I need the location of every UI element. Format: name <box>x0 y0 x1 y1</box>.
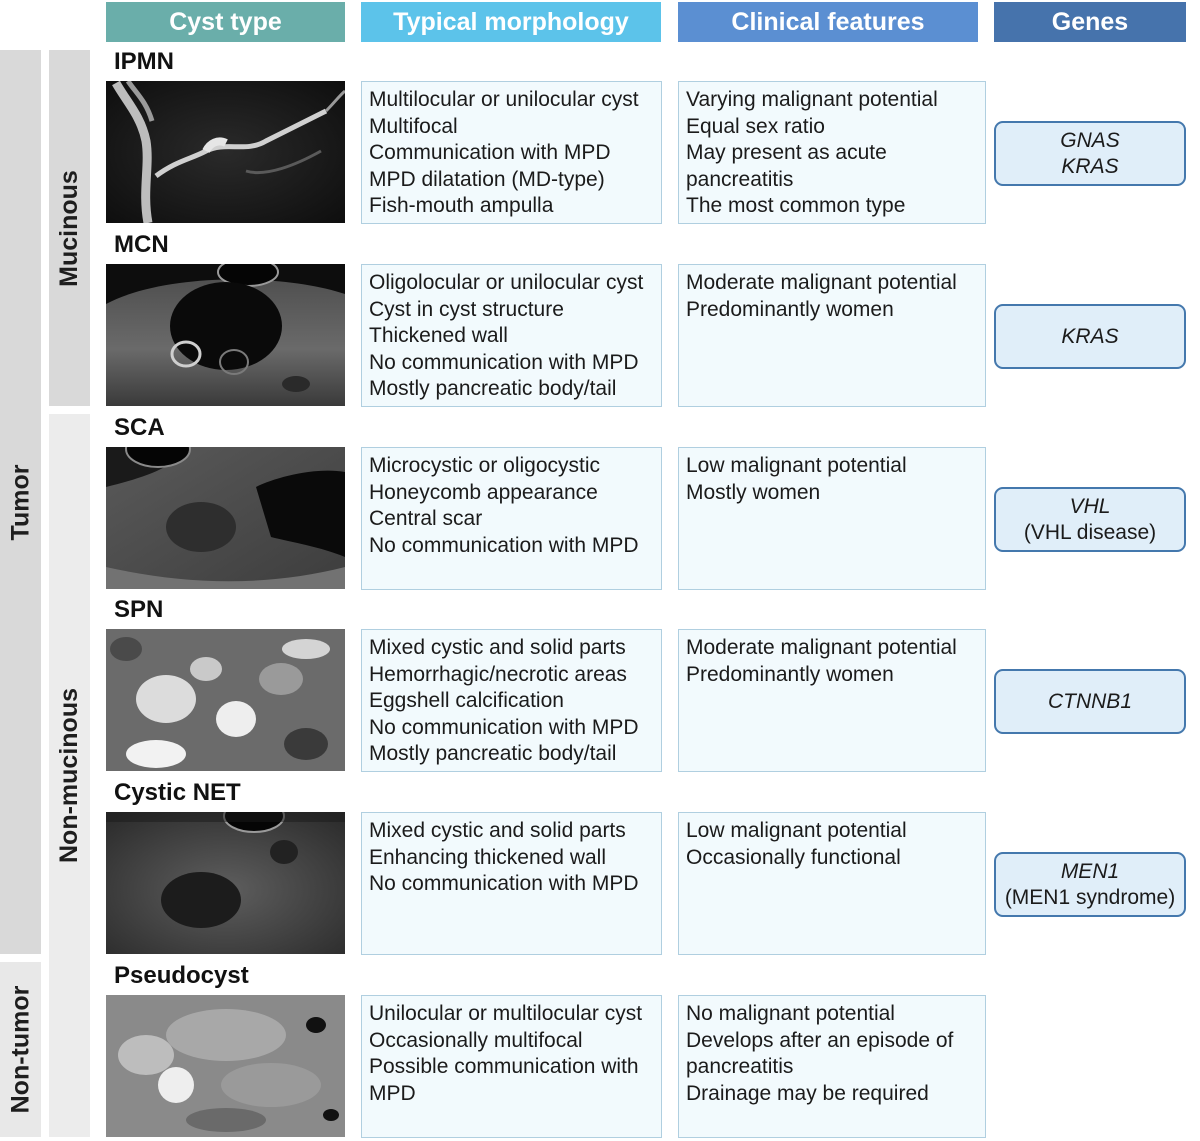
group-mucinous <box>49 50 90 406</box>
clinical-line: Occasionally functional <box>686 845 901 869</box>
clinical-line: Develops after an episode of <box>686 1028 954 1052</box>
morphology-line: Occasionally multifocal <box>369 1028 583 1052</box>
morphology-line: Communication with MPD <box>369 141 611 164</box>
ipmn-clinical-box <box>678 81 986 224</box>
morphology-line: Thickened wall <box>369 324 508 347</box>
morphology-line: No communication with MPD <box>369 872 639 895</box>
row-title-ipmn: IPMN <box>114 48 174 75</box>
morphology-line: Unilocular or multilocular cyst <box>369 1002 643 1025</box>
group-mucinous-label: Mucinous <box>55 169 84 287</box>
group-non-tumor-label: Non-tumor <box>6 985 34 1114</box>
row-title-cystic-net: Cystic NET <box>114 779 241 806</box>
morphology-line: Cyst in cyst structure <box>369 297 564 321</box>
morphology-line: Oligolocular or unilocular cyst <box>369 271 644 294</box>
gene-name: VHL <box>1069 494 1111 518</box>
morphology-line: Central scar <box>369 507 483 530</box>
group-tumor-label: Tumor <box>6 464 35 540</box>
clinical-line: Drainage may be required <box>686 1081 929 1105</box>
clinical-line: pancreatitis <box>686 167 794 191</box>
clinical-line: Moderate malignant potential <box>686 636 957 659</box>
header-cyst-type: Cyst type <box>106 2 345 42</box>
mcn-eus-image <box>106 264 345 406</box>
morphology-line: MPD <box>369 1081 416 1105</box>
pseudocyst-clinical-box <box>678 995 986 1138</box>
mcn-genes-box <box>994 304 1186 369</box>
morphology-line: Multifocal <box>369 114 458 138</box>
morphology-line: Eggshell calcification <box>369 689 564 712</box>
morphology-line: Possible communication with <box>369 1055 639 1078</box>
morphology-line: Mixed cystic and solid parts <box>369 636 626 659</box>
gene-note: (VHL disease) <box>1023 520 1157 544</box>
row-title-spn: SPN <box>114 596 164 623</box>
sca-clinical-box <box>678 447 986 590</box>
ipmn-mrcp-image <box>106 81 345 223</box>
clinical-line: Moderate malignant potential <box>686 271 957 294</box>
group-non-mucinous-label: Non-mucinous <box>55 688 83 863</box>
morphology-line: Fish-mouth ampulla <box>369 194 554 217</box>
morphology-line: Enhancing thickened wall <box>369 845 606 869</box>
morphology-line: No communication with MPD <box>369 533 639 557</box>
spn-genes-box <box>994 669 1186 734</box>
clinical-line: Equal sex ratio <box>686 114 825 138</box>
sca-eus-image <box>106 447 345 589</box>
morphology-line: Mostly pancreatic body/tail <box>369 377 617 400</box>
header-genes: Genes <box>994 2 1186 42</box>
row-title-mcn: MCN <box>114 231 169 258</box>
gene-note: (MEN1 syndrome) <box>1004 885 1176 909</box>
cystic-net-genes-box <box>994 852 1186 917</box>
gene-name: KRAS <box>1061 154 1119 178</box>
clinical-line: May present as acute <box>686 141 887 164</box>
gene-name: GNAS <box>1060 128 1120 152</box>
cystic-net-clinical-box <box>678 812 986 955</box>
clinical-line: Mostly women <box>686 480 821 504</box>
cystic-net-morphology-box <box>361 812 662 955</box>
ipmn-genes-box <box>994 121 1186 186</box>
group-non-tumor <box>0 962 41 1137</box>
row-title-pseudocyst: Pseudocyst <box>114 962 249 989</box>
morphology-line: Mostly pancreatic body/tail <box>369 742 617 765</box>
morphology-line: Hemorrhagic/necrotic areas <box>369 662 627 686</box>
clinical-line: Predominantly women <box>686 662 894 686</box>
cystic-net-eus-image <box>106 812 345 954</box>
clinical-line: Predominantly women <box>686 297 894 321</box>
header-clinical-features: Clinical features <box>678 2 978 42</box>
sca-morphology-box <box>361 447 662 590</box>
gene-name: KRAS <box>1061 324 1119 348</box>
morphology-line: Microcystic or oligocystic <box>369 454 601 477</box>
pseudocyst-morphology-box <box>361 995 662 1138</box>
mcn-clinical-box <box>678 264 986 407</box>
gene-name: CTNNB1 <box>1047 689 1132 713</box>
spn-clinical-box <box>678 629 986 772</box>
morphology-line: Multilocular or unilocular cyst <box>369 88 639 111</box>
clinical-line: Low malignant potential <box>686 819 907 842</box>
morphology-line: Honeycomb appearance <box>369 480 598 504</box>
spn-morphology-box <box>361 629 662 772</box>
gene-name: MEN1 <box>1060 859 1120 883</box>
group-tumor <box>0 50 41 954</box>
clinical-line: pancreatitis <box>686 1055 794 1078</box>
mcn-morphology-box <box>361 264 662 407</box>
clinical-line: The most common type <box>686 194 906 217</box>
clinical-line: No malignant potential <box>686 1002 895 1025</box>
group-non-mucinous <box>49 414 90 1137</box>
row-title-sca: SCA <box>114 414 165 441</box>
morphology-line: Mixed cystic and solid parts <box>369 819 626 842</box>
sca-genes-box <box>994 487 1186 552</box>
spn-ct-image <box>106 629 345 771</box>
morphology-line: No communication with MPD <box>369 715 639 739</box>
pseudocyst-ct-image <box>106 995 345 1137</box>
morphology-line: No communication with MPD <box>369 350 639 374</box>
ipmn-morphology-box <box>361 81 662 224</box>
clinical-line: Low malignant potential <box>686 454 907 477</box>
header-typical-morphology: Typical morphology <box>361 2 661 42</box>
morphology-line: MPD dilatation (MD-type) <box>369 167 605 191</box>
clinical-line: Varying malignant potential <box>686 88 938 111</box>
